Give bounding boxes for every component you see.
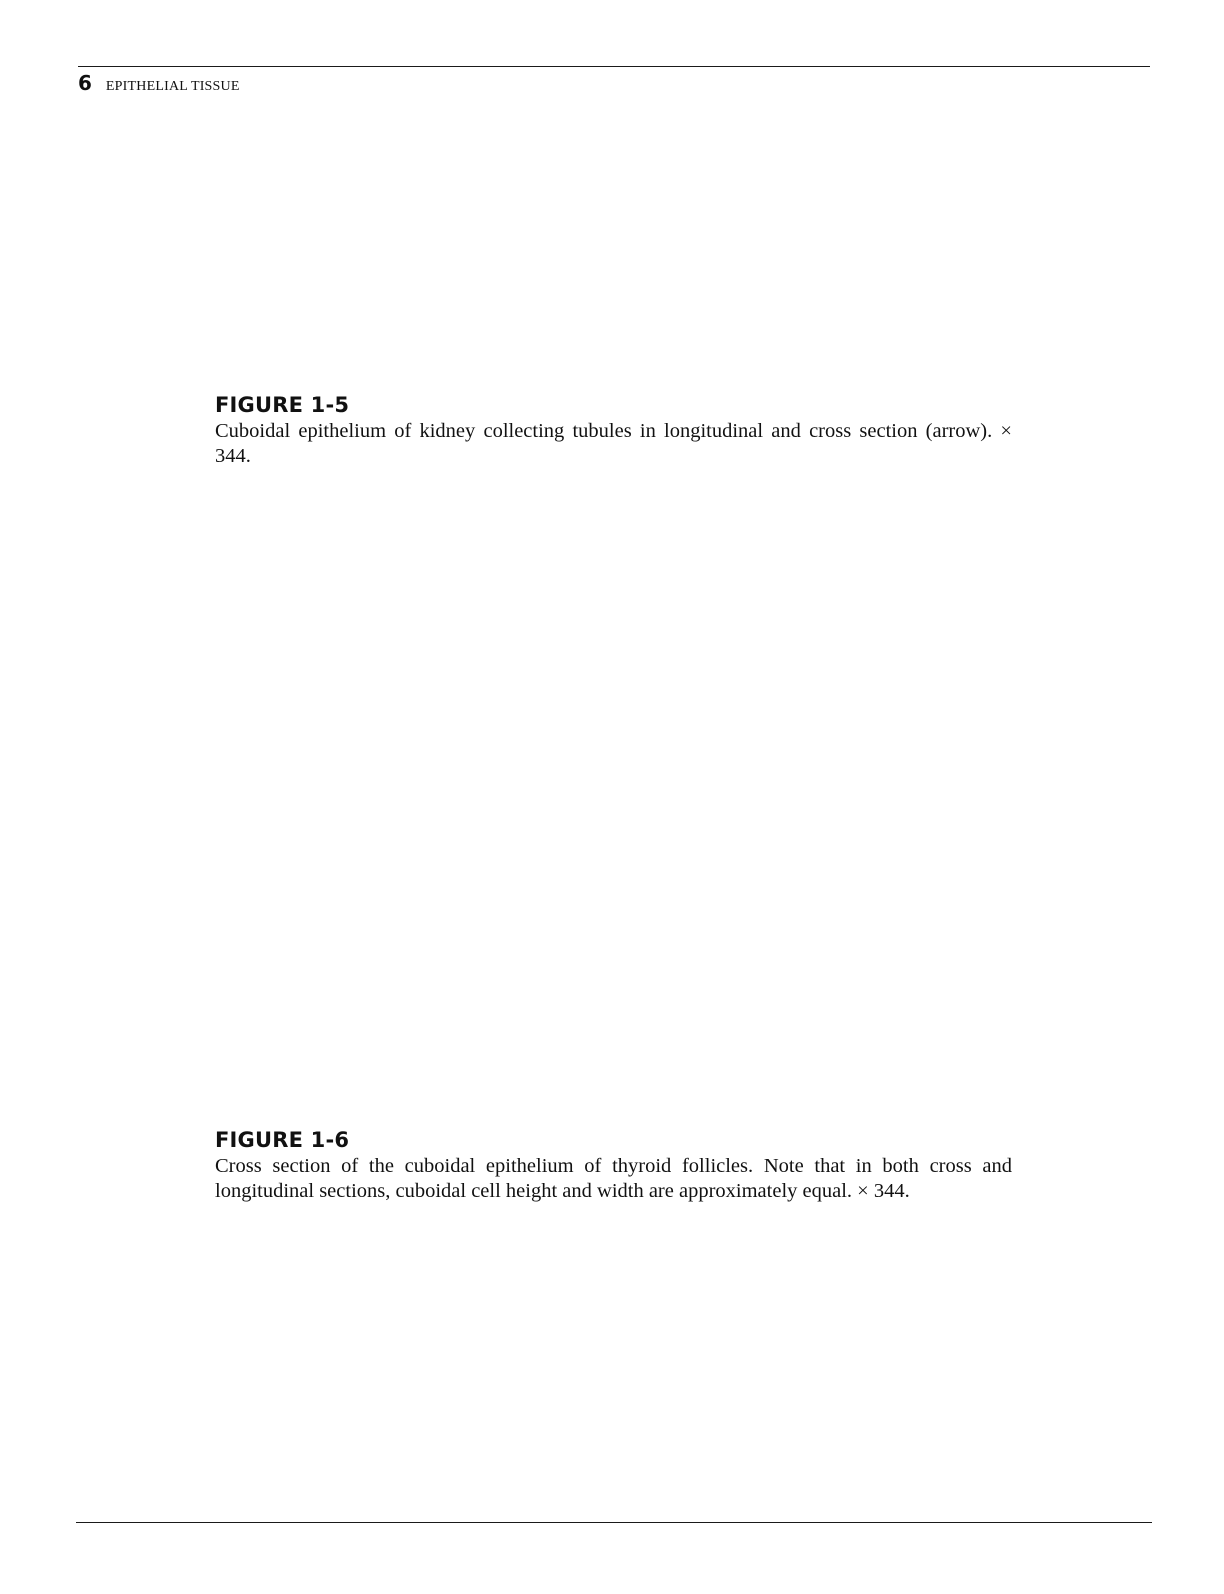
figure-caption: Cross section of the cuboidal epithelium of thyroid follicles. Note that in both cross and longitudinal sections, cuboidal cell height and width are approximately equal. × 344. [215, 1155, 1012, 1202]
figure-1-6-block [215, 1127, 1012, 1204]
section-title: EPITHELIAL TISSUE [105, 79, 240, 94]
header-rule [78, 66, 1150, 67]
figure-1-5-block [215, 392, 1012, 469]
figure-label: FIGURE 1-6 [215, 1128, 350, 1152]
footer-rule [76, 1522, 1152, 1523]
running-head [78, 73, 240, 94]
figure-label: FIGURE 1-5 [215, 393, 350, 417]
page-number: 6 [78, 71, 92, 95]
figure-caption: Cuboidal epithelium of kidney collecting tubules in longitudinal and cross section (arrow). × 344. [215, 420, 1012, 467]
